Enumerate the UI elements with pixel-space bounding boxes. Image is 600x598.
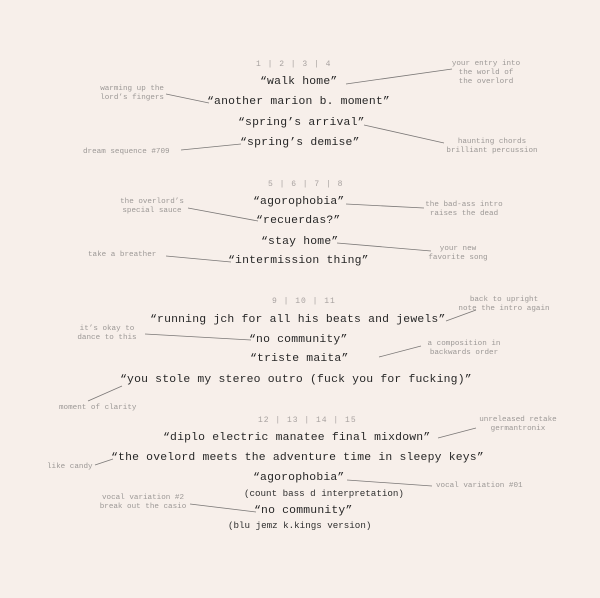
connector-line bbox=[145, 334, 251, 340]
connector-line bbox=[190, 504, 256, 512]
connector-line bbox=[379, 346, 421, 357]
track-subtitle: (count bass d interpretation) bbox=[244, 488, 404, 499]
track-title: “agorophobia” bbox=[253, 196, 345, 208]
track-title: “diplo electric manatee final mixdown” bbox=[163, 432, 431, 444]
track-title: “no community” bbox=[254, 505, 353, 517]
connector-line bbox=[337, 243, 431, 251]
track-title: “agorophobia” bbox=[253, 472, 345, 484]
side-note: a composition in backwards order bbox=[427, 340, 501, 357]
connector-line bbox=[347, 480, 432, 486]
section-4-header: 12 | 13 | 14 | 15 bbox=[258, 416, 357, 425]
side-note: the overlord’s special sauce bbox=[120, 198, 184, 215]
side-note: haunting chords brilliant percussion bbox=[446, 138, 538, 155]
connector-line bbox=[166, 256, 231, 262]
track-subtitle: (blu jemz k.kings version) bbox=[228, 520, 372, 531]
side-note: your entry into the world of the overlord bbox=[451, 60, 521, 86]
track-title: “recuerdas?” bbox=[256, 215, 341, 227]
track-title: “running jch for all his beats and jewels” bbox=[150, 314, 446, 326]
side-note: like candy bbox=[47, 463, 93, 471]
side-note: unreleased retake germantronix bbox=[479, 416, 557, 433]
section-3-header: 9 | 10 | 11 bbox=[272, 297, 336, 306]
track-title: “intermission thing” bbox=[228, 255, 369, 267]
side-note: dream sequence #709 bbox=[83, 148, 170, 156]
connector-line bbox=[166, 94, 209, 103]
connector-line bbox=[346, 204, 424, 208]
side-note: moment of clarity bbox=[59, 404, 137, 412]
track-title: “stay home” bbox=[261, 236, 339, 248]
track-title: “spring’s arrival” bbox=[238, 117, 365, 129]
track-title: “spring’s demise” bbox=[240, 137, 360, 149]
track-title: “you stole my stereo outro (fuck you for fucking)” bbox=[120, 374, 472, 386]
side-note: warming up the lord’s fingers bbox=[100, 85, 164, 102]
side-note: it’s okay to dance to this bbox=[77, 325, 137, 342]
connector-line bbox=[88, 386, 122, 401]
side-note: back to upright note the intro again bbox=[458, 296, 550, 313]
side-note: take a breather bbox=[88, 251, 157, 259]
connector-line bbox=[364, 125, 444, 143]
connector-line bbox=[346, 69, 452, 84]
side-note: the bad-ass intro raises the dead bbox=[425, 201, 503, 218]
section-1-header: 1 | 2 | 3 | 4 bbox=[256, 60, 332, 69]
side-note: your new favorite song bbox=[428, 245, 488, 262]
connector-line bbox=[181, 144, 241, 150]
section-2-header: 5 | 6 | 7 | 8 bbox=[268, 180, 344, 189]
track-title: “another marion b. moment” bbox=[207, 96, 390, 108]
track-title: “walk home” bbox=[260, 76, 338, 88]
track-title: “the ovelord meets the adventure time in sleepy keys” bbox=[111, 452, 484, 464]
connector-line bbox=[188, 208, 258, 221]
side-note: vocal variation #2 break out the casio bbox=[99, 494, 187, 511]
track-title: “triste maita” bbox=[250, 353, 349, 365]
track-title: “no community” bbox=[249, 334, 348, 346]
side-note: vocal variation #01 bbox=[436, 482, 523, 490]
